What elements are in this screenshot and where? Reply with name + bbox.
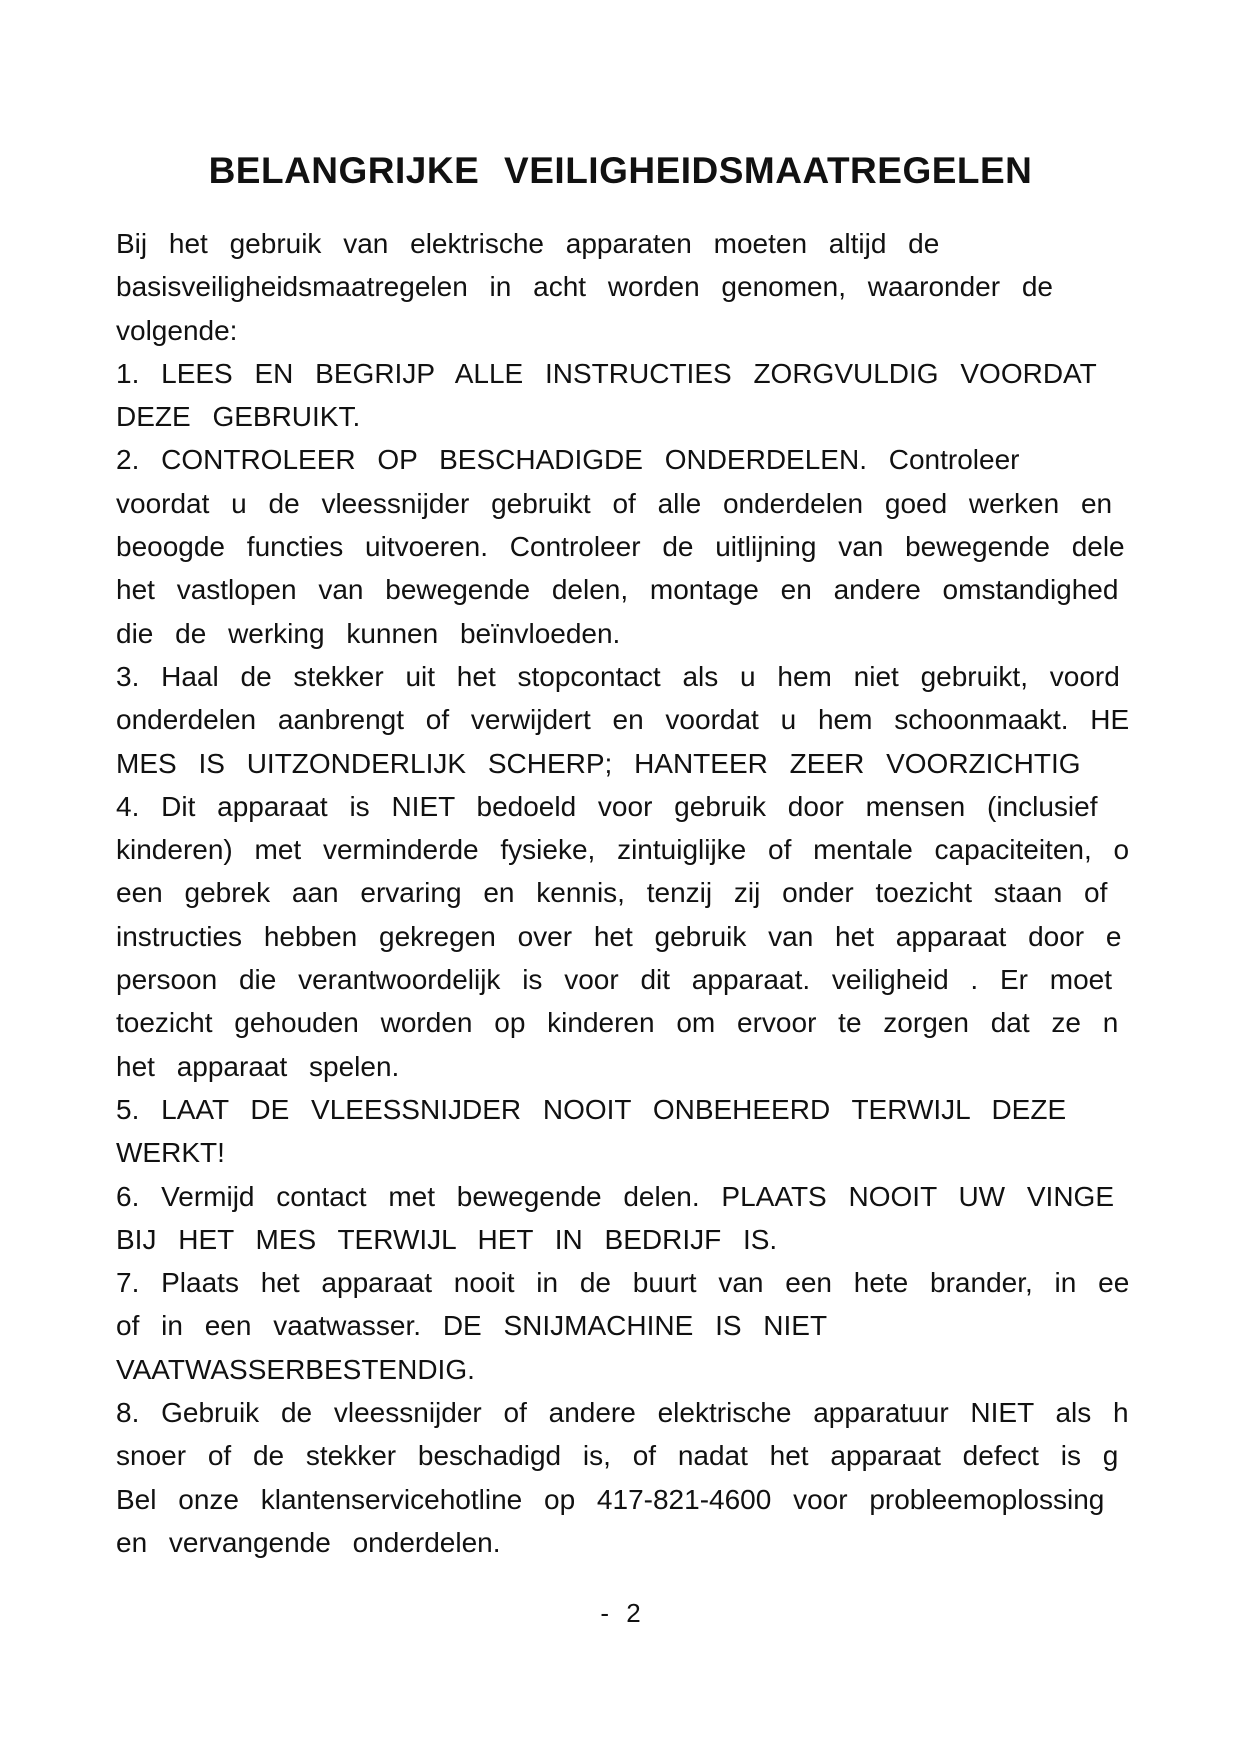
text-line: Bel onze klantenservicehotline op 417-821-4600 voor probleemoplossing	[116, 1483, 1105, 1515]
text-line: 4. Dit apparaat is NIET bedoeld voor gebruik door mensen (inclusief	[116, 790, 1098, 822]
text-line: het apparaat spelen.	[116, 1050, 400, 1082]
text-line: en vervangende onderdelen.	[116, 1526, 501, 1558]
text-line: of in een vaatwasser. DE SNIJMACHINE IS NIET	[116, 1310, 828, 1342]
page-title: BELANGRIJKE VEILIGHEIDSMAATREGELEN	[208, 150, 1033, 191]
text-line: kinderen) met verminderde fysieke, zintuiglijke of mentale capaciteiten, o	[116, 834, 1130, 866]
text-line: persoon die verantwoordelijk is voor dit apparaat. veiligheid . Er moet	[116, 964, 1113, 996]
text-line: 5. LAAT DE VLEESSNIJDER NOOIT ONBEHEERD TERWIJL DEZE	[116, 1093, 1067, 1125]
text-line: het vastlopen van bewegende delen, montage en andere omstandighed	[116, 574, 1119, 606]
text-line: basisveiligheidsmaatregelen in acht worden genomen, waaronder de	[116, 271, 1053, 303]
text-line: die de werking kunnen beïnvloeden.	[116, 617, 621, 649]
text-line: 2. CONTROLEER OP BESCHADIGDE ONDERDELEN. Controleer	[116, 444, 1020, 476]
text-line: 1. LEES EN BEGRIJP ALLE INSTRUCTIES ZORGVULDIG VOORDAT	[116, 357, 1097, 389]
text-line: toezicht gehouden worden op kinderen om ervoor te zorgen dat ze n	[116, 1007, 1119, 1039]
text-line: een gebrek aan ervaring en kennis, tenzij zij onder toezicht staan of	[116, 877, 1108, 909]
text-line: 7. Plaats het apparaat nooit in de buurt van een hete brander, in ee	[116, 1267, 1130, 1299]
text-line: onderdelen aanbrengt of verwijdert en voordat u hem schoonmaakt. HE	[116, 704, 1130, 736]
text-line: MES IS UITZONDERLIJK SCHERP; HANTEER ZEER VOORZICHTIG	[116, 747, 1081, 779]
text-line: snoer of de stekker beschadigd is, of nadat het apparaat defect is g	[116, 1440, 1119, 1472]
text-line: VAATWASSERBESTENDIG.	[116, 1353, 475, 1385]
text-line: 3. Haal de stekker uit het stopcontact als u hem niet gebruikt, voord	[116, 660, 1120, 692]
text-line: BIJ HET MES TERWIJL HET IN BEDRIJF IS.	[116, 1223, 778, 1255]
text-line: voordat u de vleessnijder gebruikt of alle onderdelen goed werken en	[116, 487, 1113, 519]
text-line: instructies hebben gekregen over het gebruik van het apparaat door e	[116, 920, 1122, 952]
text-line: DEZE GEBRUIKT.	[116, 401, 361, 433]
page-number: - 2	[600, 1598, 641, 1628]
text-line: 8. Gebruik de vleessnijder of andere elektrische apparatuur NIET als h	[116, 1397, 1129, 1429]
text-line: Bij het gebruik van elektrische apparaten moeten altijd de	[116, 228, 940, 259]
body-text	[116, 222, 1208, 1564]
text-line: WERKT!	[116, 1137, 225, 1169]
text-line: beoogde functies uitvoeren. Controleer de uitlijning van bewegende dele	[116, 531, 1125, 563]
text-line: 6. Vermijd contact met bewegende delen. PLAATS NOOIT UW VINGE	[116, 1180, 1115, 1212]
text-line: volgende:	[116, 314, 238, 346]
